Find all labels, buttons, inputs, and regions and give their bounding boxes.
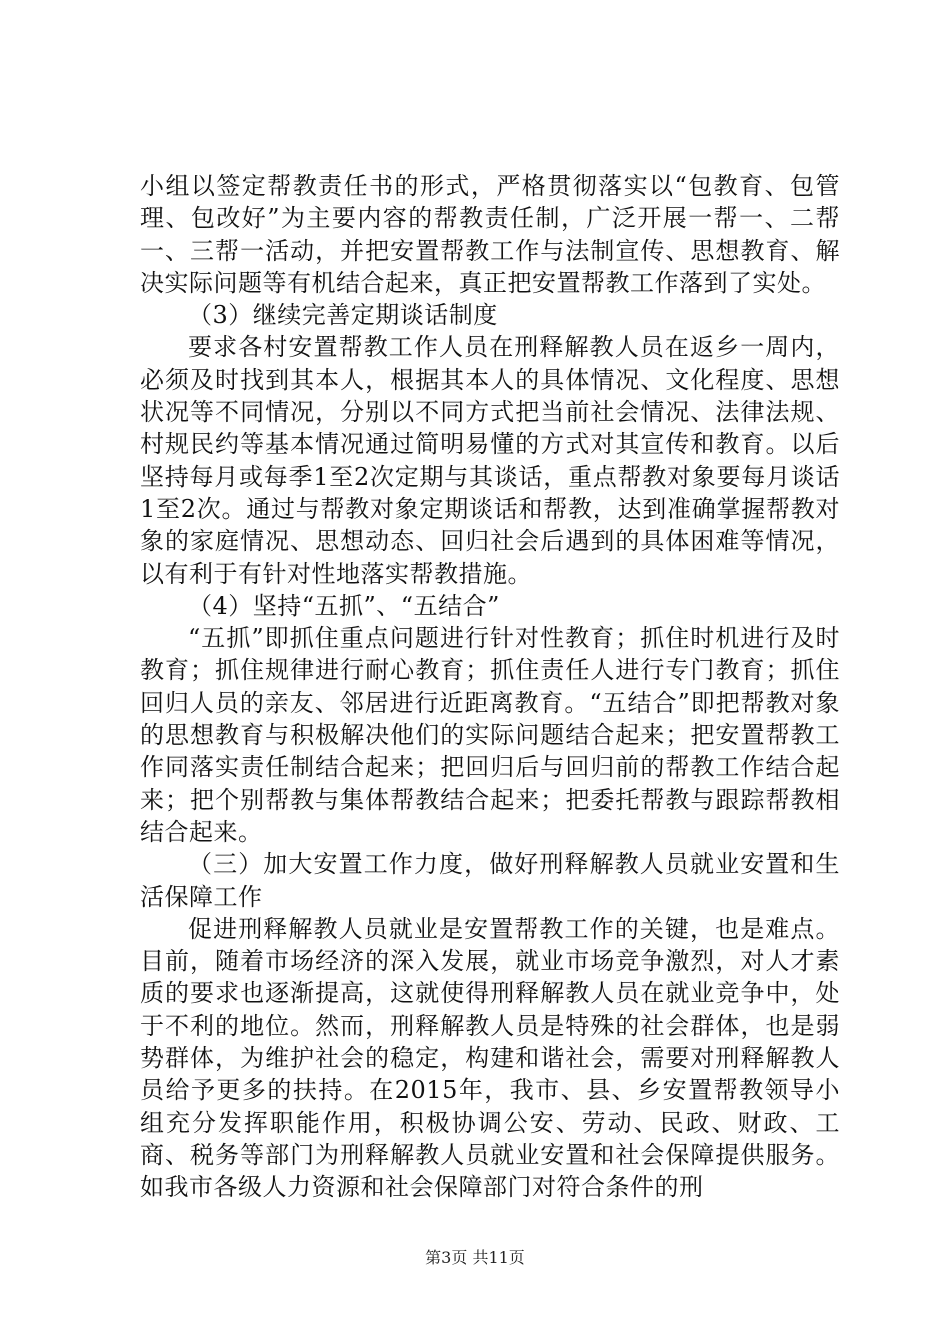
paragraph-regular-talks: 要求各村安置帮教工作人员在刑释解教人员在返乡一周内，必须及时找到其本人，根据其本人的具体情况、文化程度、思想状况等不同情况，分别以不同方式把当前社会情况、法律法规、村规民约等基本情况通过简明易懂的方式对其宣传和教育。以后坚持每月或每季1至2次定期与其谈话，重点帮教对象要每月谈话1至2次。通过与帮教对象定期谈话和帮教，达到准确掌握帮教对象的家庭情况、思想动态、回归社会后遇到的具体困难等情况，以有利于有针对性地落实帮教措施。	[140, 333, 840, 588]
page-footer	[0, 1248, 950, 1268]
section-heading-regular-talks: （3）继续完善定期谈话制度	[188, 301, 498, 330]
paragraph-employment: 促进刑释解教人员就业是安置帮教工作的关键，也是难点。目前，随着市场经济的深入发展，就业市场竞争激烈，对人才素质的要求也逐渐提高，这就使得刑释解教人员在就业竞争中，处于不利的地位。然而，刑释解教人员是特殊的社会群体，也是弱势群体，为维护社会的稳定，构建和谐社会，需要对刑释解教人员给予更多的扶持。在2015年，我市、县、乡安置帮教领导小组充分发挥职能作用，积极协调公安、劳动、民政、财政、工商、税务等部门为刑释解教人员就业安置和社会保障提供服务。如我市各级人力资源和社会保障部门对符合条件的刑	[140, 914, 840, 1202]
document-body	[140, 170, 840, 1204]
paragraph-continuation: 小组以签定帮教责任书的形式，严格贯彻落实以“包教育、包管理、包改好”为主要内容的帮教责任制，广泛开展一帮一、二帮一、三帮一活动，并把安置帮教工作与法制宣传、思想教育、解决实际问题等有机结合起来，真正把安置帮教工作落到了实处。	[140, 172, 840, 297]
paragraph-five-grasps: “五抓”即抓住重点问题进行针对性教育；抓住时机进行及时教育；抓住规律进行耐心教育；抓住责任人进行专门教育；抓住回归人员的亲友、邻居进行近距离教育。“五结合”即把帮教对象的思想教育与积极解决他们的实际问题结合起来；把安置帮教工作同落实责任制结合起来；把回归后与回归前的帮教工作结合起来；把个别帮教与集体帮教结合起来；把委托帮教与跟踪帮教相结合起来。	[140, 624, 840, 846]
section-heading-five-grasps: （4）坚持“五抓”、“五结合”	[188, 591, 500, 620]
section-heading-employment: （三）加大安置工作力度，做好刑释解教人员就业安置和生活保障工作	[140, 850, 840, 911]
page-number-label: 第3页 共11页	[425, 1248, 525, 1267]
